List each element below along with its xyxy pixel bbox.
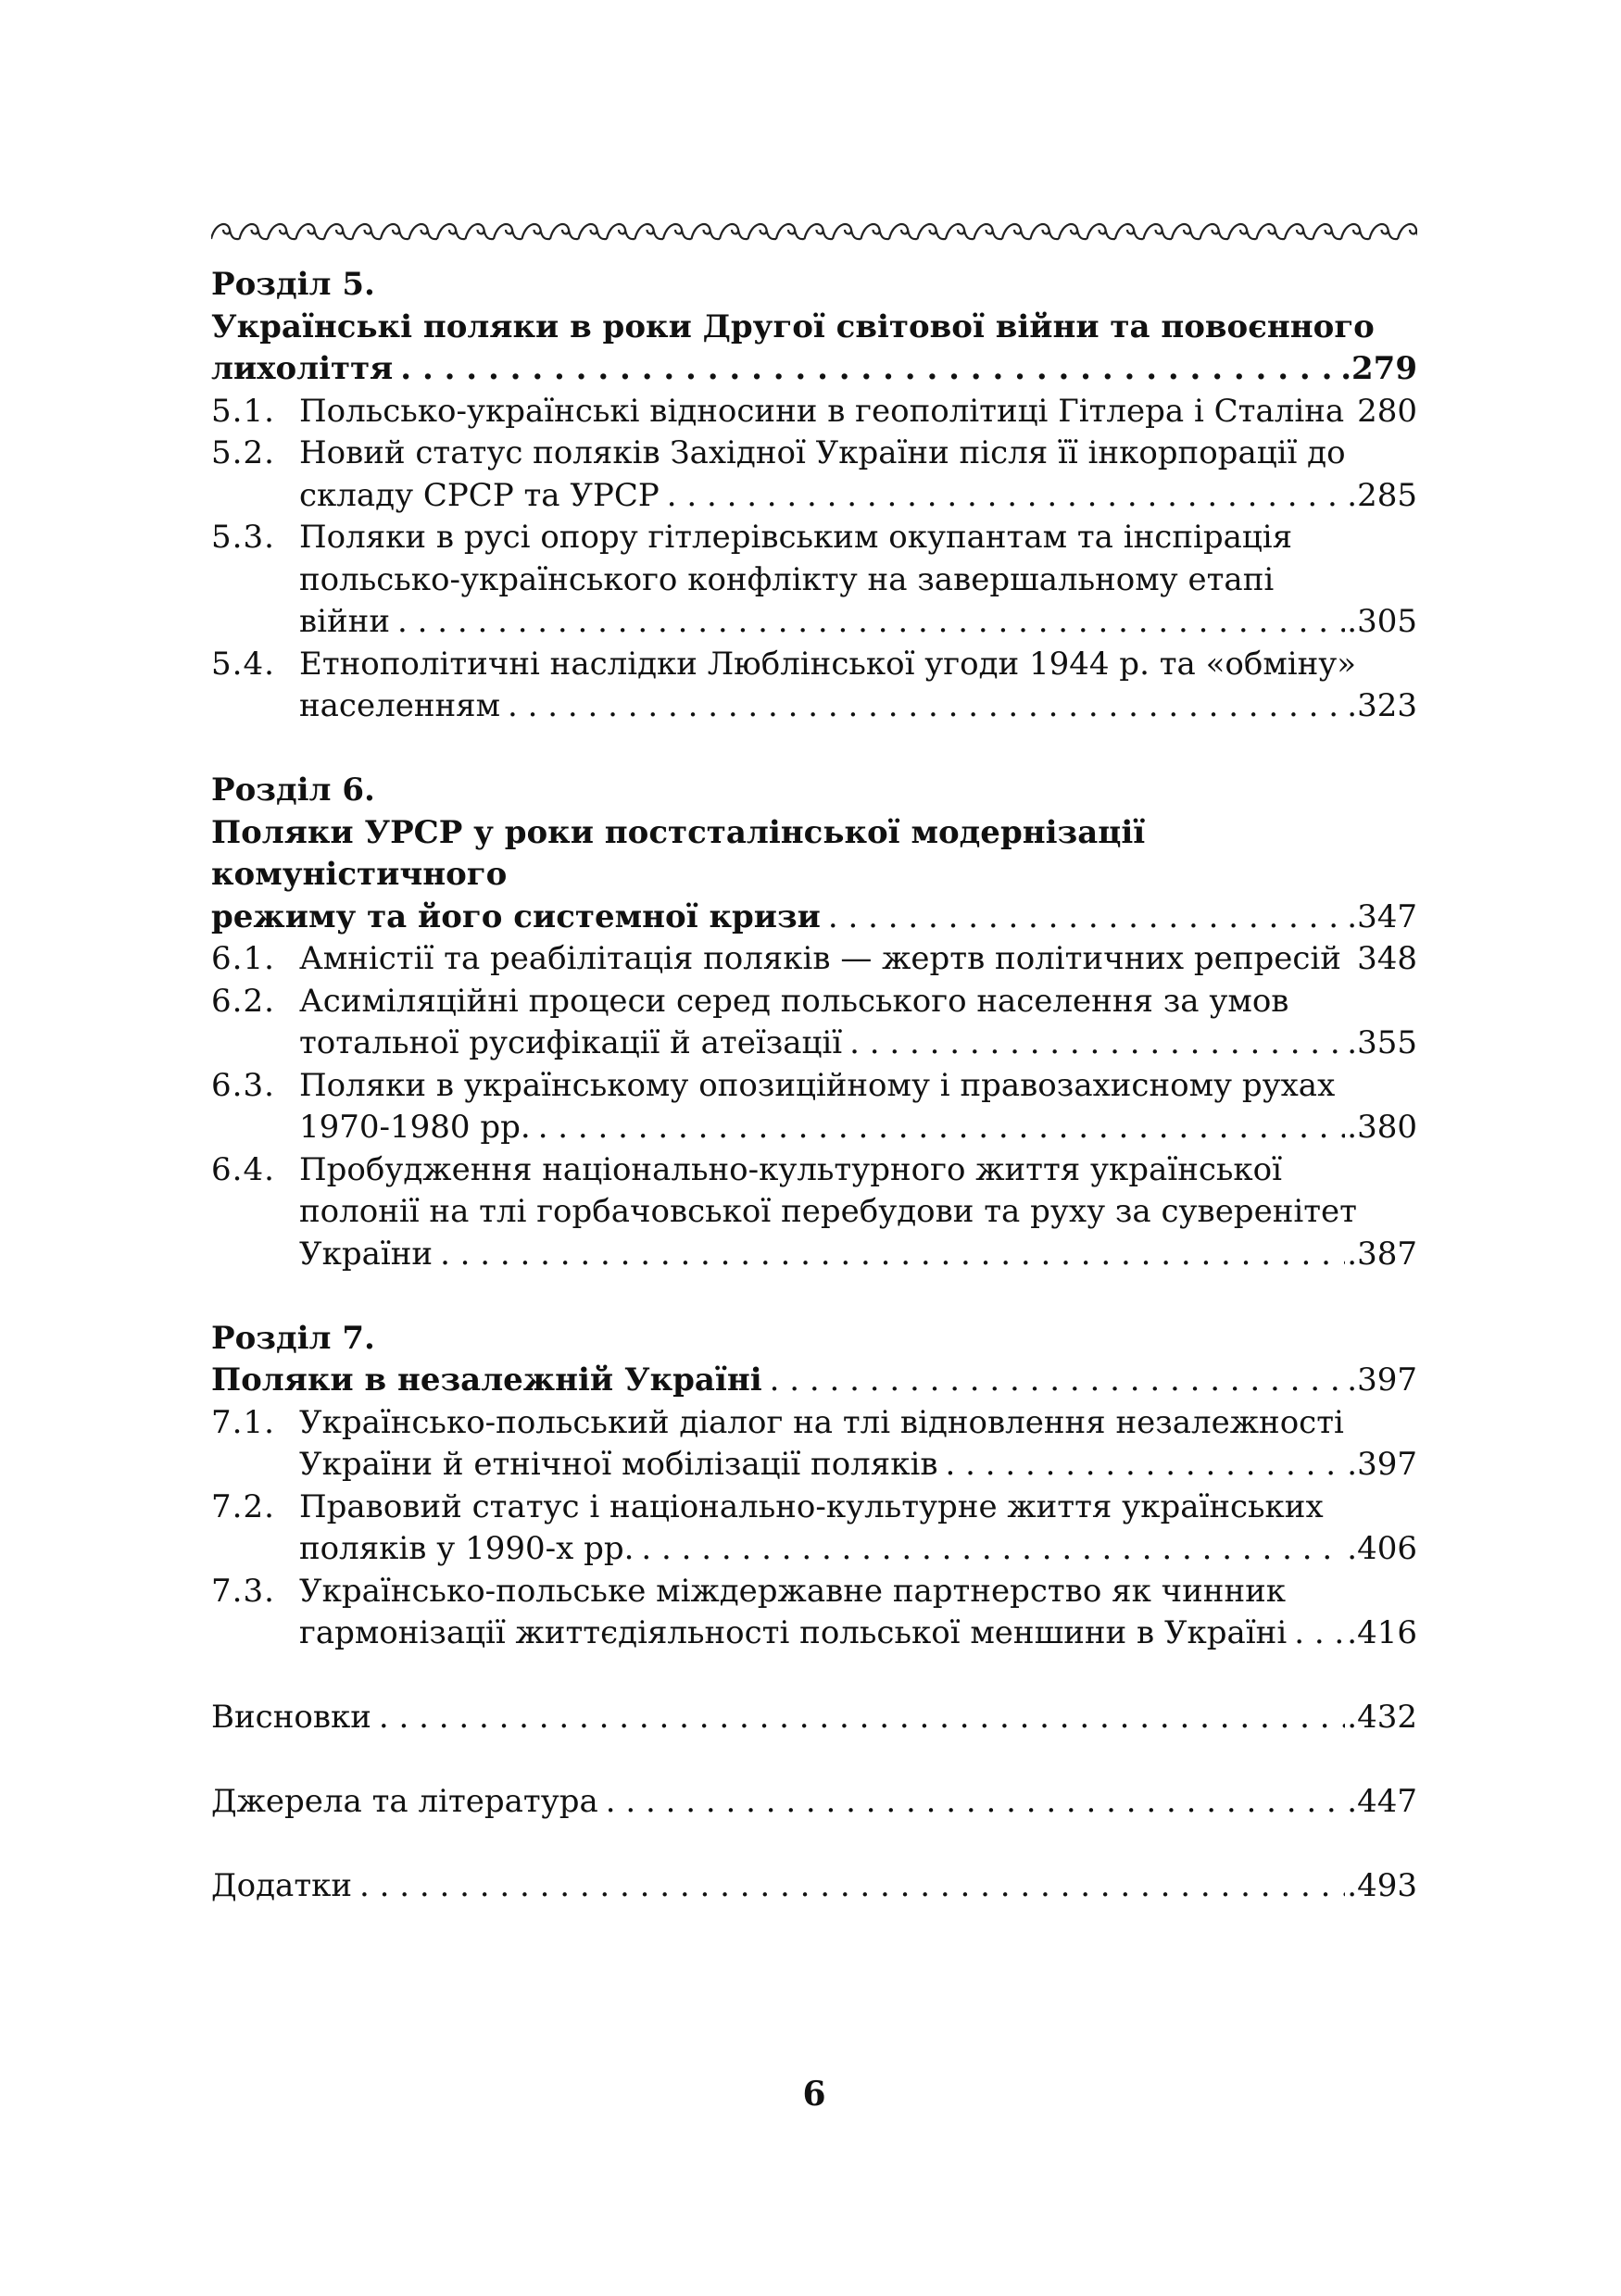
- chapter-title-entry[interactable]: [211, 897, 1417, 939]
- section-title-line: Асиміляційні процеси серед польського населення за умов: [299, 982, 1289, 1020]
- chapter-title-line: Поляки УРСР у роки постсталінської модернізації комуністичного: [211, 813, 1146, 893]
- chapter-title-line: Поляки в незалежній Україні: [211, 1361, 762, 1399]
- page-reference: .279: [1340, 350, 1417, 387]
- section-title: Амністії та реабілітація поляків — жертв політичних репресій: [299, 940, 1341, 977]
- dot-leader: [821, 897, 1345, 939]
- page-reference: .380: [1347, 1109, 1417, 1146]
- toc-section[interactable]: [211, 644, 1417, 728]
- page-reference: .406: [1347, 1530, 1417, 1567]
- section-number: 6.1.: [211, 940, 275, 977]
- entry-title: Додатки: [211, 1867, 353, 1904]
- page-reference: .355: [1347, 1024, 1417, 1061]
- section-title-line: Українсько-польський діалог на тлі відновлення незалежності: [299, 1403, 1344, 1441]
- page-reference: .305: [1347, 603, 1417, 640]
- chapter-label: Розділ 5.: [211, 266, 375, 303]
- page-reference: .323: [1347, 687, 1417, 724]
- dot-leader: [390, 601, 1345, 644]
- section-number: 7.3.: [211, 1572, 275, 1610]
- page-reference: .432: [1347, 1699, 1417, 1736]
- dot-leader: [531, 1107, 1346, 1149]
- wave-ornament-path: [211, 224, 1417, 239]
- toc-section[interactable]: [211, 938, 1417, 981]
- toc-entry-conclusions[interactable]: [211, 1697, 1417, 1739]
- section-title-line: війни: [299, 603, 390, 640]
- section-number: 7.2.: [211, 1487, 275, 1525]
- section-number: 7.1.: [211, 1403, 275, 1441]
- section-title-line: польсько-українського конфлікту на завершальному етапі: [299, 560, 1275, 598]
- chapter-label: Розділ 6.: [211, 772, 375, 809]
- page-reference: .347: [1347, 897, 1417, 935]
- dot-leader: [1287, 1612, 1345, 1655]
- chapter-title-entry[interactable]: [211, 1360, 1417, 1402]
- chapter-label: Розділ 7.: [211, 1319, 375, 1357]
- section-number: 5.3.: [211, 519, 275, 556]
- dot-leader: [598, 1781, 1346, 1824]
- toc-section[interactable]: [211, 433, 1417, 517]
- decorative-wave-border: [211, 211, 1417, 248]
- page-reference: 348: [1357, 940, 1417, 977]
- section-title-line: Поляки в українському опозиційному і правозахисному рухах: [299, 1066, 1336, 1104]
- dot-leader: [500, 685, 1345, 728]
- toc-section[interactable]: [211, 1149, 1417, 1276]
- chapter-title-line: режиму та його системної кризи: [211, 897, 821, 935]
- toc-section[interactable]: [211, 1487, 1417, 1571]
- dot-leader: [660, 475, 1346, 518]
- page-reference: .387: [1347, 1235, 1417, 1273]
- page-reference: .397: [1347, 1446, 1417, 1483]
- toc-entry-appendices[interactable]: [211, 1865, 1417, 1908]
- chapter-7: [211, 1318, 1417, 1655]
- page-reference: .493: [1347, 1867, 1417, 1904]
- toc-section[interactable]: [211, 1065, 1417, 1149]
- chapter-6: [211, 770, 1417, 1275]
- section-title-line: України: [299, 1235, 434, 1273]
- toc-section[interactable]: [211, 517, 1417, 644]
- section-title-line: 1970-1980 рр.: [299, 1109, 531, 1146]
- section-title-line: Правовий статус і національно-культурне життя українських: [299, 1487, 1324, 1525]
- chapter-title-line: Українські поляки в роки Другої світової війни та повоєнного: [211, 307, 1375, 345]
- section-title-line: тотальної русифікації й атеїзації: [299, 1024, 843, 1061]
- section-title-line: Етнополітичні наслідки Люблінської угоди 1944 р. та «обміну»: [299, 645, 1357, 683]
- chapter-title-entry[interactable]: [211, 348, 1417, 391]
- page-reference: .416: [1347, 1614, 1417, 1651]
- section-number: 5.1.: [211, 392, 275, 430]
- toc-section[interactable]: [211, 1571, 1417, 1655]
- chapter-title-line: лихоліття: [211, 350, 394, 387]
- dot-leader: [371, 1697, 1345, 1739]
- section-title-line: полонії на тлі горбачовської перебудови та руху за суверенітет: [299, 1193, 1357, 1230]
- page-reference: 280: [1357, 392, 1417, 430]
- entry-title: Висновки: [211, 1699, 371, 1736]
- dot-leader: [842, 1023, 1345, 1065]
- section-title-line: гармонізації життєдіяльності польської меншини в Україні: [299, 1614, 1288, 1651]
- section-number: 6.2.: [211, 982, 275, 1020]
- dot-leader: [634, 1528, 1345, 1571]
- entry-title: Джерела та література: [211, 1783, 598, 1820]
- toc-section[interactable]: [211, 1402, 1417, 1487]
- dot-leader: [393, 348, 1338, 391]
- section-number: 6.4.: [211, 1150, 275, 1188]
- section-number: 5.4.: [211, 645, 275, 683]
- section-title-line: населенням: [299, 687, 501, 724]
- section-title-line: складу СРСР та УРСР: [299, 476, 660, 514]
- section-title-line: Поляки в русі опору гітлерівським окупантам та інспірація: [299, 519, 1293, 556]
- toc-section[interactable]: [211, 981, 1417, 1065]
- section-title-line: Новий статус поляків Західної України після її інкорпорації до: [299, 434, 1346, 471]
- section-title-line: України й етнічної мобілізації поляків: [299, 1446, 938, 1483]
- section-number: 6.3.: [211, 1066, 275, 1104]
- section-title-line: Пробудження національно-культурного життя української: [299, 1150, 1283, 1188]
- page-number: 6: [802, 2075, 826, 2114]
- section-title-line: поляків у 1990-х рр.: [299, 1530, 635, 1567]
- chapter-5: [211, 264, 1417, 728]
- dot-leader: [433, 1234, 1345, 1276]
- page-reference: .447: [1347, 1783, 1417, 1820]
- page-reference: .397: [1347, 1361, 1417, 1399]
- dot-leader: [938, 1444, 1346, 1487]
- section-title: Польсько-українські відносини в геополітиці Гітлера і Сталіна: [299, 392, 1345, 430]
- toc-entry-sources[interactable]: [211, 1781, 1417, 1824]
- table-of-contents: [211, 264, 1417, 1950]
- section-number: 5.2.: [211, 434, 275, 471]
- section-title-line: Українсько-польське міждержавне партнерство як чинник: [299, 1572, 1287, 1610]
- dot-leader: [762, 1360, 1346, 1402]
- toc-section[interactable]: [211, 391, 1417, 433]
- document-page: [211, 0, 1417, 2296]
- dot-leader: [352, 1865, 1345, 1908]
- page-reference: .285: [1347, 476, 1417, 514]
